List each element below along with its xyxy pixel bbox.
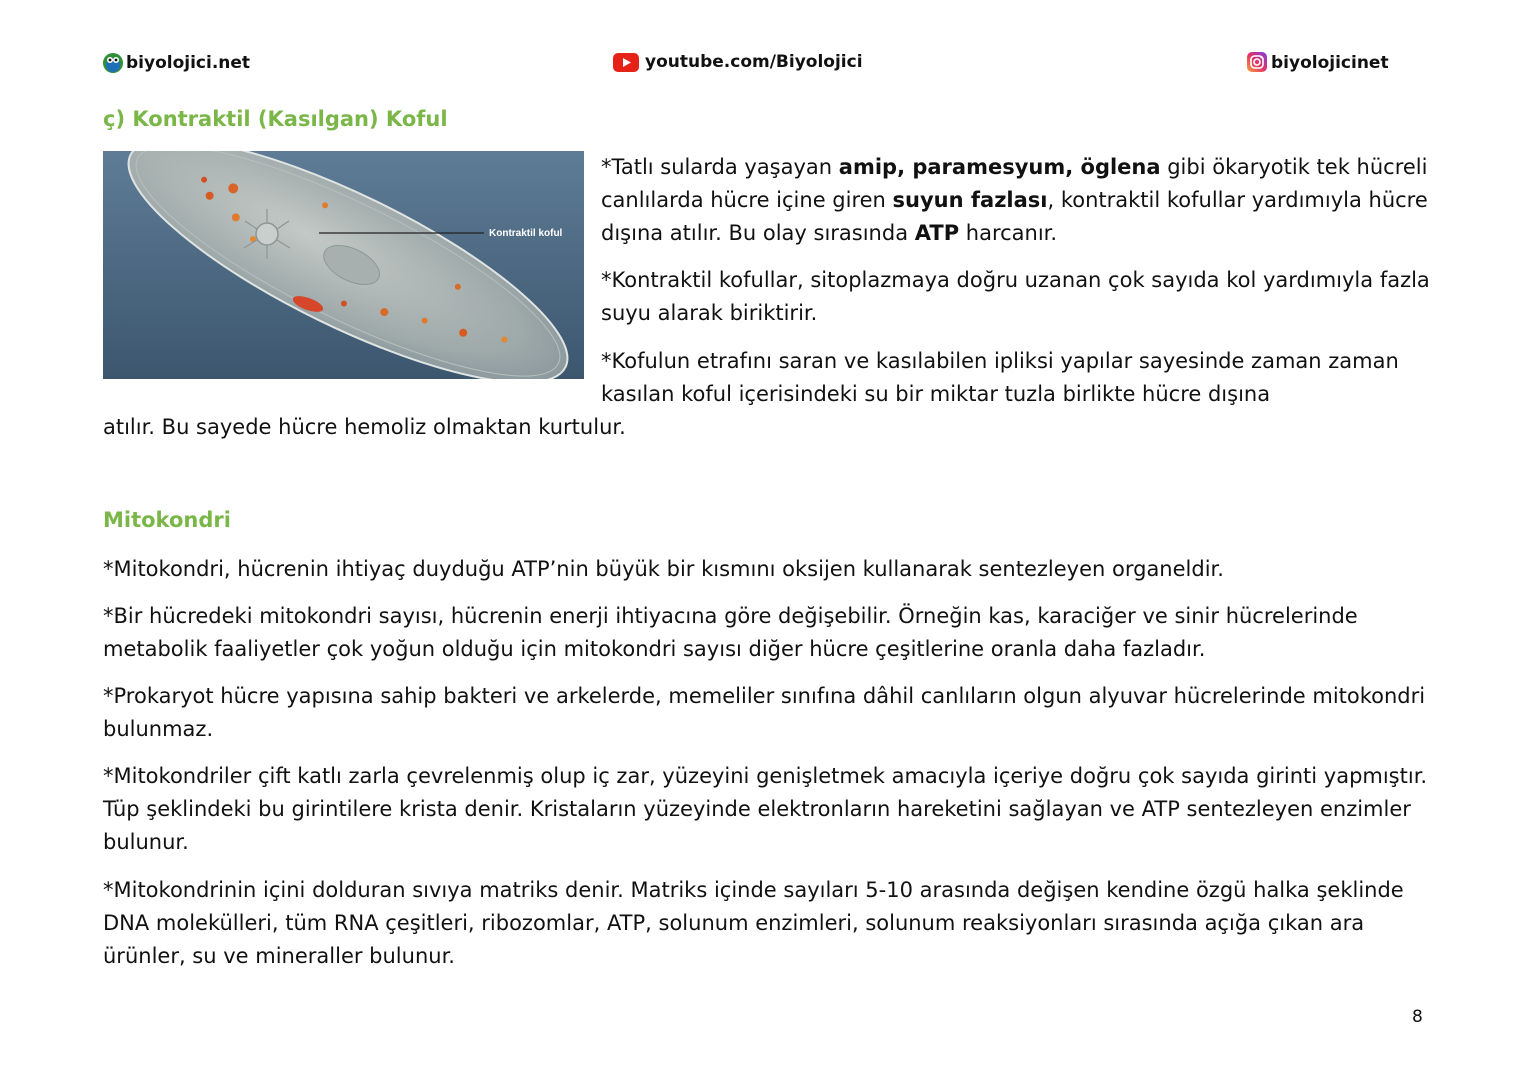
- kontraktil-paragraph-1: *Tatlı sularda yaşayan amip, paramesyum, öglena gibi ökaryotik tek hücreli canlılarda hücre içine giren suyun fazlası, kontraktil kofullar yardımıyla hücre dışına atılır. Bu olay sırasında ATP harcanır.: [601, 155, 1428, 245]
- section-heading-mitokondri: Mitokondri: [103, 508, 231, 532]
- instagram-icon: [1247, 52, 1269, 74]
- youtube-link[interactable]: [613, 52, 863, 72]
- page-number: 8: [1412, 1007, 1423, 1027]
- page-header: [0, 52, 1527, 86]
- mitokondri-paragraph-1: *Mitokondri, hücrenin ihtiyaç duyduğu ATP’nin büyük bir kısmını oksijen kullanarak sentezleyen organeldir.: [103, 557, 1224, 581]
- instagram-label: biyolojicinet: [1271, 53, 1389, 73]
- image-label: Kontraktil koful: [489, 228, 563, 239]
- kontraktil-paragraph-3-continuation: atılır. Bu sayede hücre hemoliz olmaktan kurtulur.: [103, 415, 626, 439]
- site-link[interactable]: [102, 52, 250, 74]
- site-label: biyolojici.net: [126, 53, 251, 73]
- kontraktil-paragraph-3: *Kofulun etrafını saran ve kasılabilen ipliksi yapılar sayesinde zaman zaman kasılan koful içerisindeki su bir miktar tuzla birlikte hücre dışına: [601, 349, 1399, 406]
- youtube-icon: [613, 53, 639, 72]
- instagram-link[interactable]: [1247, 52, 1389, 74]
- mitokondri-paragraph-2: *Bir hücredeki mitokondri sayısı, hücrenin enerji ihtiyacına göre değişebilir. Örneğin kas, karaciğer ve sinir hücrelerinde metabolik faaliyetler çok yoğun olduğu için mitokondri sayısı diğer hücre çeşitlerine oranla daha fazladır.: [103, 604, 1358, 661]
- youtube-label: youtube.com/Biyolojici: [645, 52, 863, 72]
- mitokondri-paragraph-4: *Mitokondriler çift katlı zarla çevrelenmiş olup iç zar, yüzeyini genişletmek amacıyla içeriye doğru çok sayıda girinti yapmıştır. Tüp şeklindeki bu girintilere krista denir. Kristaların yüzeyinde elektronların hareketini sağlayan ve ATP sentezleyen enzimler bulunur.: [103, 764, 1428, 854]
- mitokondri-paragraph-3: *Prokaryot hücre yapısına sahip bakteri ve arkelerde, memeliler sınıfına dâhil canlıların olgun alyuvar hücrelerinde mitokondri bulunmaz.: [103, 684, 1426, 741]
- mitokondri-paragraph-5: *Mitokondrinin içini dolduran sıvıya matriks denir. Matriks içinde sayıları 5-10 arasında değişen kendine özgü halka şeklinde DNA molekülleri, tüm RNA çeşitleri, ribozomlar, ATP, solunum enzimleri, solunum reaksiyonları sırasında açığa çıkan ara ürünler, su ve mineraller bulunur.: [103, 878, 1404, 968]
- section-heading-kontraktil-koful: ç) Kontraktil (Kasılgan) Koful: [103, 107, 448, 131]
- paramecium-image: [103, 151, 584, 379]
- kontraktil-paragraph-2: *Kontraktil kofullar, sitoplazmaya doğru uzanan çok sayıda kol yardımıyla fazla suyu alarak biriktirir.: [601, 268, 1430, 325]
- logo-icon: [102, 52, 124, 74]
